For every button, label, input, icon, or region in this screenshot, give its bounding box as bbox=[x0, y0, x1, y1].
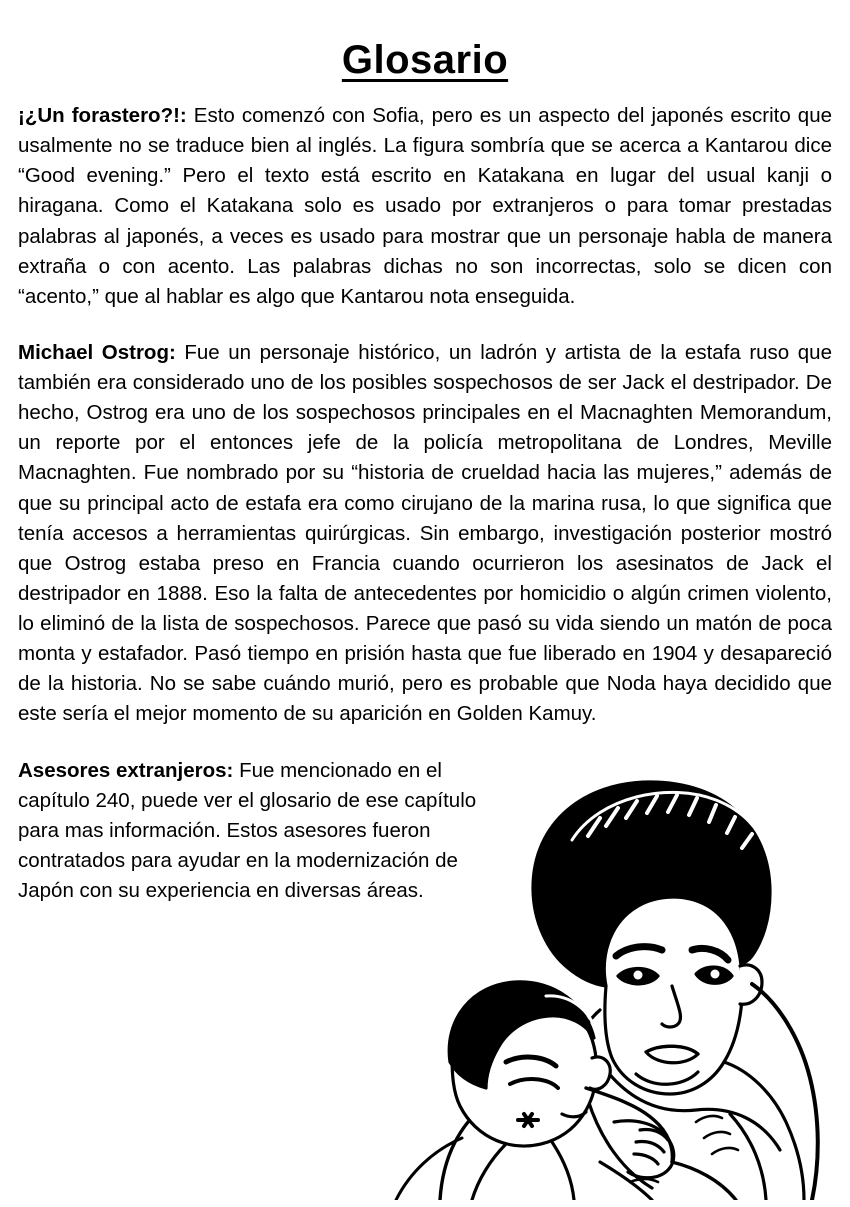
glossary-term-un-forastero: ¡¿Un forastero?!: bbox=[18, 104, 187, 127]
glossary-body-asesores-extranjeros: Fue mencionado en el capítulo 240, puede ver el glosario de ese capítulo para mas información. Estos asesores fueron contratados para ayudar en la modernización de Japón con su experiencia en diversas áreas. bbox=[18, 758, 477, 902]
glossary-entry-michael-ostrog bbox=[18, 338, 832, 730]
glossary-term-asesores-extranjeros: Asesores extranjeros: bbox=[18, 758, 234, 782]
page-title: Glosario bbox=[341, 38, 509, 82]
manga-illustration-two-characters bbox=[300, 770, 840, 1200]
glossary-entry-un-forastero bbox=[18, 101, 832, 312]
glossary-body-michael-ostrog: Fue un personaje histórico, un ladrón y artista de la estafa ruso que también era considerado uno de los posibles sospechosos de ser Jack el destripador. De hecho, Ostrog era uno de los sospechosos principales en el Macnaghten Memorandum, un reporte por el entonces jefe de la policía metropolitana de Londres, Meville Macnaghten. Fue nombrado por su “historia de crueldad hacia las mujeres,” además de que su principal acto de estafa era como cirujano de la marina rusa, lo que significa que tenía accesos a herramientas quirúrgicas. Sin embargo, investigación posterior mostró que Ostrog estaba preso en Francia cuando ocurrieron los asesinatos de Jack el destripador en 1888. Eso la falta de antecedentes por homicidio o algún crimen violento, lo eliminó de la lista de sospechosos. Parece que pasó su vida siendo un matón de poca monta y estafador. Pasó tiempo en prisión hasta que fue liberado en 1904 y desapareció de la historia. No se sabe cuándo murió, pero es probable que Noda haya decidido que este sería el mejor momento de su aparición en Golden Kamuy. bbox=[18, 340, 832, 726]
glossary-body-un-forastero: Esto comenzó con Sofia, pero es un aspecto del japonés escrito que usalmente no se traduce bien al inglés. La figura sombría que se acerca a Kantarou dice “Good evening.” Pero el texto está escrito en Katakana en lugar del usual kanji o hiragana. Como el Katakana solo es usado por extranjeros o para tomar prestadas palabras al japonés, a veces es usado para mostrar que un personaje habla de manera extraña o con acento. Las palabras dichas no son incorrectas, solo se dicen con “acento,” que al hablar es algo que Kantarou nota enseguida. bbox=[18, 104, 833, 308]
glossary-term-michael-ostrog: Michael Ostrog: bbox=[18, 340, 176, 364]
